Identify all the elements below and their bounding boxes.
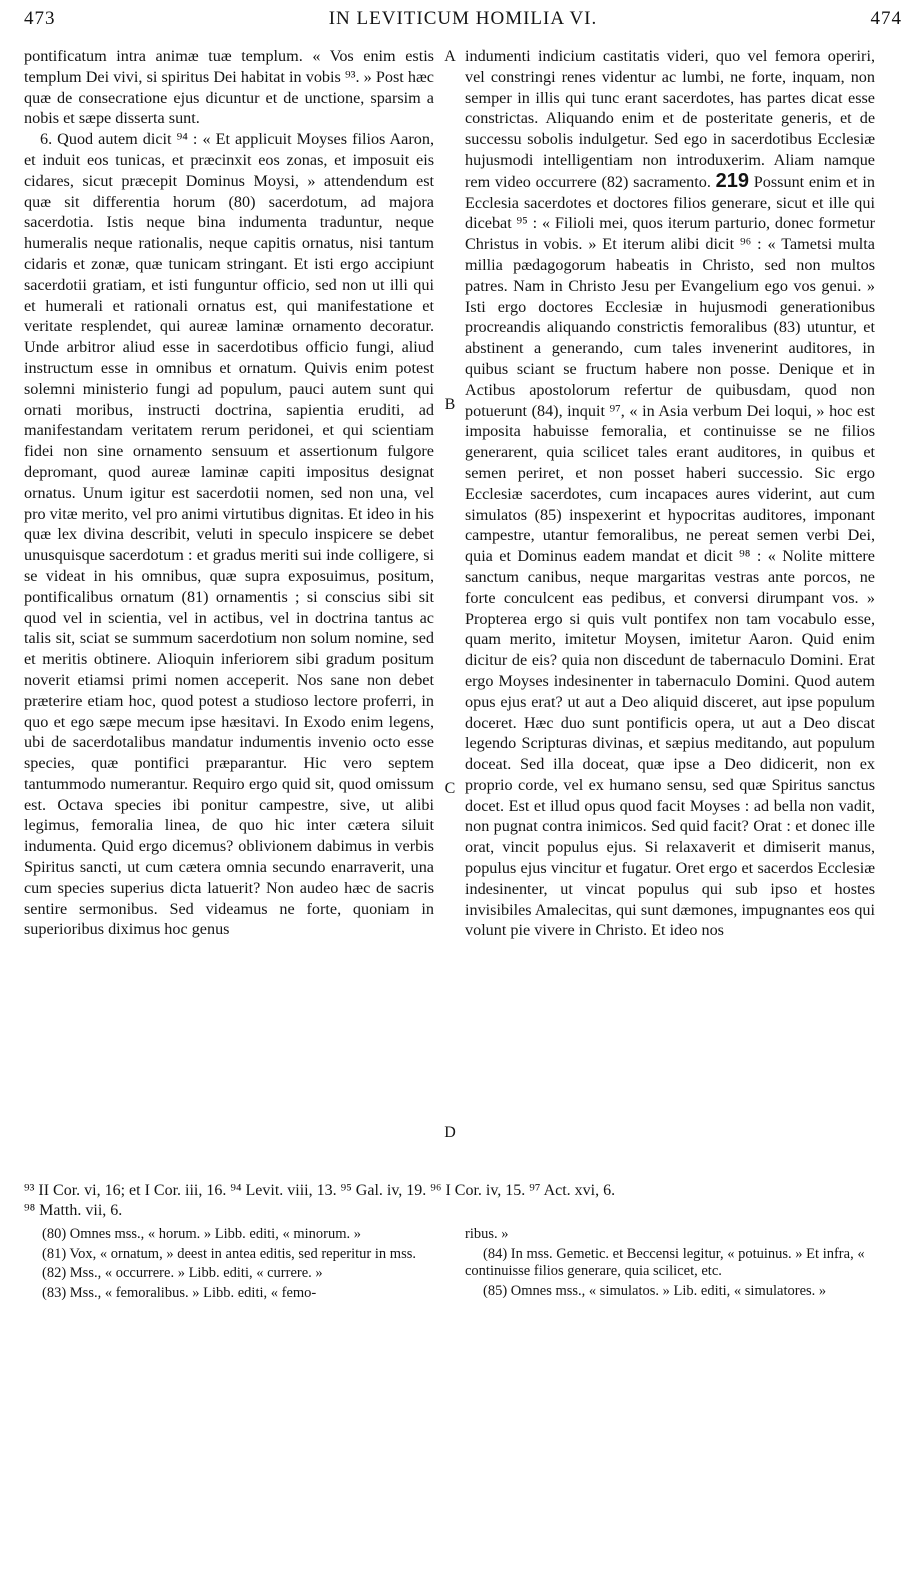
footnote: ribus. » bbox=[465, 1226, 509, 1242]
footnotes-right bbox=[465, 1226, 875, 1302]
margin-marker-d: D bbox=[444, 1124, 456, 1141]
footnote: (81) Vox, « ornatum, » deest in antea editis, sed reperitur in mss. bbox=[42, 1245, 416, 1262]
scripture-references bbox=[24, 1181, 902, 1221]
running-head: IN LEVITICUM HOMILIA VI. bbox=[328, 8, 598, 29]
paragraph bbox=[465, 46, 875, 941]
page-number-left: 473 bbox=[24, 8, 56, 29]
margin-marker-b: B bbox=[444, 396, 456, 413]
paragraph-text: indumenti indicium castitatis videri, quo vel femora operiri, vel constringi renes videntur ac lumbi, ne forte, inquam, non semper in illis qui tunc erant sacerdotes, has partes dicat esse constrictas. Aliquando enim et de posteritate generis, et de successu sobolis indulgetur. Sed ego in sacerdotibus Ecclesiæ hujusmodi intelligentiam non introduxerim. Aliam namque rem video occurrere (82) sacramento. bbox=[465, 47, 875, 191]
margin-marker-a: A bbox=[444, 48, 456, 65]
scripture-line: ⁹⁸ Matth. vii, 6. bbox=[24, 1202, 123, 1219]
footnote: (85) Omnes mss., « simulatos. » Lib. editi, « simulatores. » bbox=[483, 1282, 827, 1299]
page-header bbox=[24, 8, 902, 38]
paragraph-text: Possunt enim et in Ecclesia sacerdotes et doctores filios generare, sicut et ille qui dicebat ⁹⁵ : « Filioli mei, quos iterum parturio, donec formetur Christus in vobis. » Et iterum alibi dicit ⁹⁶ : « Tametsi multa millia pædagogorum habeatis in Christo, sed non multos patres. Nam in Christo Jesu per Evangelium ego vos genui. » Isti ergo doctores Ecclesiæ in hujusmodi generationibus procreandis aliquando constrictis femoralibus (83) utuntur, et abstinent a generando, cum tales invenerint auditores, in quibus sciant se fructum habere non posse. Denique et in Actibus apostolorum refertur de quibusdam, quod non potuerunt (84), inquit ⁹⁷, « in Asia verbum Dei loqui, » hoc est imposita habuisse femoralia, et continuisse se ne filios generarent, quia scilicet tales erant auditores, in quibus et semen periret, et non posset haberi successio. Sic ergo Ecclesiæ sacerdotes, cum incapaces aures viderint, aut cum simulatos (85) inspexerint et hypocritas auditores, imponant campestre, utantur femoralibus, ne pereat semen verbi Dei, quia et Dominus eadem mandat et dicit ⁹⁸ : « Nolite mittere sanctum canibus, neque margaritas vestras ante porcos, ne forte conculcent eas pedibus, et conversi dirumpant vos. » Propterea ergo si quis vult pontifex non tam vocabulo esse, quam merito, imitetur Moysen, imitetur Aaron. Quid enim dicitur de eis? quia non discedunt de tabernaculo Domini. Erat ergo Moyses indesinenter in tabernaculo Domini. Quod autem opus ejus erat? ut aut a Deo aliquid disceret, aut ipse populum doceret. Hæc duo sunt pontificis opera, ut aut a Deo discat legendo Scripturas divinas, et sæpius meditando, aut populum doceat. Sed illa doceat, quæ ipse a Deo didicerit, non ex proprio corde, vel ex humano sensu, sed quæ Spiritus sanctus docet. Est et illud opus quod facit Moyses : ad bella non vadit, non pugnat contra inimicos. Sed quid facit? Orat : et donec ille orat, vincit populus ejus. Si relaxaverit et dimiserit manus, populus ejus vincitur et fugatur. Oret ergo et sacerdos Ecclesiæ indesinenter, ut vincat populus qui sub ipso et hostes invisibiles Amalecitas, qui sunt dæmones, impugnantes eos qui volunt pie vivere in Christo. Et ideo nos bbox=[465, 172, 875, 940]
scripture-line: ⁹³ II Cor. vi, 16; et I Cor. iii, 16. ⁹⁴ Levit. viii, 13. ⁹⁵ Gal. iv, 19. ⁹⁶ I Cor. iv, 15. ⁹⁷ Act. xvi, 6. bbox=[24, 1182, 616, 1199]
footnote: (80) Omnes mss., « horum. » Libb. editi, « minorum. » bbox=[42, 1226, 361, 1242]
column-number: 219 bbox=[715, 169, 750, 192]
left-column bbox=[24, 46, 434, 1178]
paragraph: pontificatum intra animæ tuæ templum. « Vos enim estis templum Dei vivi, si spiritus Dei habitat in vobis ⁹³. » Post hæc quæ de consecratione ejus dicuntur et de unctione, sparsim a nobis et sæpe disserta sunt. bbox=[24, 47, 434, 128]
footnotes-left bbox=[24, 1226, 434, 1304]
right-column bbox=[465, 46, 875, 1178]
footnote: (84) In mss. Gemetic. et Beccensi legitur, « potuinus. » Et infra, « continuisse filios generare, quia scilicet, etc. bbox=[465, 1245, 865, 1279]
footnote: (82) Mss., « occurrere. » Libb. editi, « currere. » bbox=[42, 1265, 323, 1281]
page-number-right: 474 bbox=[870, 8, 902, 29]
footnote: (83) Mss., « femoralibus. » Libb. editi, « femo- bbox=[42, 1284, 317, 1301]
paragraph: 6. Quod autem dicit ⁹⁴ : « Et applicuit Moyses filios Aaron, et induit eos tunicas, et præcinxit eos zonas, et imposuit eis cidares, sicut præcepit Dominus Moysi, » attendendum est quæ sit differentia horum (80) sacerdotum, ad majora sacerdotia. Istis neque bina indumenta traduntur, neque humeralis neque rationalis, neque capitis ornatus, nisi tantum cidaris et zonæ, quæ tunicam stringant. Et isti ergo accipiunt sacerdotii gratiam, et isti funguntur officio, sed non ut illi qui et humerali et rationali ornatus est, qui manifestatione et veritate resplendet, qui aureæ laminæ ornamento decoratur. Unde arbitror aliud esse in sacerdotibus officio fungi, aliud instructum esse in omnibus et ornatum. Quivis enim potest solemni ministerio fungi ad populum, pauci autem sunt qui ornati moribus, instructi doctrina, sapientia eruditi, ad manifestandam veritatem rerum peridonei, et qui scientiam fidei non sine ornamento sensuum et assertionum fulgore depromant, quod aureæ laminæ capiti impositus designat ornatus. Unum igitur est sacerdotii nomen, sed non una, vel pro vitæ merito, vel pro animi virtutibus dignitas. Et ideo in his quæ lex divina describit, veluti in speculo inspicere se debet unusquisque sacerdotum : et gradus meriti sui inde colligere, si se videat in his omnibus, quæ supra exposuimus, positum, pontificalibus ornatum (81) ornamentis ; si conscius sibi sit quod vel in scientia, vel in actibus, vel in doctrina tantus ac talis sit, sciat se summum sacerdotium non solum nomine, sed et meritis obtinere. Alioquin inferiorem sibi gradum positum noverit etiamsi primi nomen acceperit. Nos sane non debet præterire etiam hoc, quod potest a studioso lectore proferri, in quo et ego sæpe mecum ipse hæsitavi. In Exodo enim legens, ubi de sacerdotalibus mandatur indumentis invenio octo esse species, quæ pontifici præparantur. Hic vero septem tantummodo numerantur. Requiro ergo quid sit, quod omissum est. Octava species ibi ponitur campestre, sive, ut alibi legimus, femoralia linea, de quo hic inter cætera siluit indumenta. Quid ergo dicemus? oblivionem dabimus in verbis Spiritus sancti, ut cum cætera omnia secundo enarraverit, una cum species superius dicta latuerit? Non audeo hæc de sacris sentire sermonibus. Sed videamus ne forte, quoniam in superioribus diximus hoc genus bbox=[24, 130, 434, 939]
margin-marker-c: C bbox=[444, 780, 456, 797]
